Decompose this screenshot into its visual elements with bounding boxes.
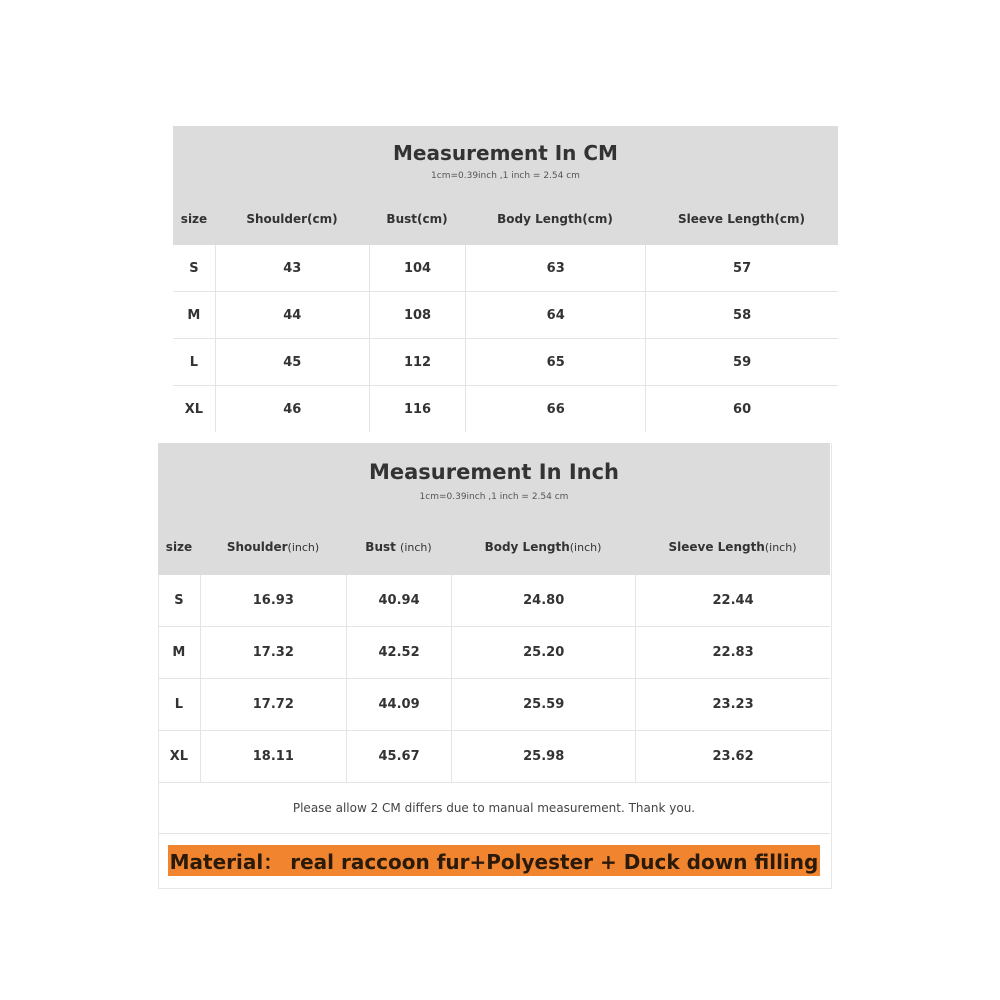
bust-cell: 108 — [370, 292, 466, 338]
table-row — [158, 679, 830, 731]
body-length-cell: 64 — [466, 292, 646, 338]
cm-measurement-table — [173, 126, 838, 432]
bust-cell: 44.09 — [347, 679, 452, 730]
column-header-label: Bust — [365, 540, 401, 554]
body-length-cell: 63 — [466, 245, 646, 291]
column-header-shoulder: Shoulder(cm) — [246, 212, 338, 226]
shoulder-cell: 44 — [216, 292, 370, 338]
bust-cell: 45.67 — [347, 731, 452, 782]
sleeve-length-cell: 57 — [733, 260, 752, 276]
shoulder-cell: 17.72 — [201, 679, 347, 730]
inch-table-subtitle: 1cm=0.39inch ,1 inch = 2.54 cm — [419, 492, 569, 502]
table-row — [173, 339, 838, 386]
shoulder-cell: 18.11 — [201, 731, 347, 782]
bust-cell: 40.94 — [347, 575, 452, 626]
cm-table-subtitle: 1cm=0.39inch ,1 inch = 2.54 cm — [431, 171, 580, 181]
column-header-sleeve-length: Sleeve Length(cm) — [678, 212, 805, 226]
column-header-size-label: size — [165, 540, 193, 554]
table-row — [158, 575, 830, 627]
material-text: Material： real raccoon fur+Polyester + Duck down filling — [168, 845, 821, 876]
material-banner — [158, 833, 830, 888]
table-row — [158, 731, 830, 783]
sleeve-length-cell: 22.44 — [712, 593, 754, 608]
shoulder-cell: 17.32 — [201, 627, 347, 678]
column-header-label: Shoulder — [226, 540, 288, 554]
inch-column-headers — [158, 540, 830, 554]
column-header-label: Body Length — [484, 540, 570, 554]
size-cell: S — [158, 575, 201, 626]
table-row — [158, 627, 830, 679]
size-cell: M — [173, 292, 216, 338]
bust-cell: 112 — [370, 339, 466, 385]
size-cell: M — [158, 627, 201, 678]
column-header-body-length: Body Length(cm) — [497, 212, 613, 226]
size-cell: XL — [158, 731, 201, 782]
table-row — [173, 245, 838, 292]
body-length-cell: 25.98 — [452, 731, 636, 782]
bust-cell: 42.52 — [347, 627, 452, 678]
shoulder-cell: 46 — [216, 386, 370, 432]
size-cell: XL — [173, 386, 216, 432]
column-header-sleeve-length — [635, 540, 830, 554]
body-length-cell: 25.20 — [452, 627, 636, 678]
inch-table-title: Measurement In Inch — [368, 460, 620, 484]
column-header-body-length — [451, 540, 635, 554]
body-length-cell: 66 — [466, 386, 646, 432]
body-length-cell: 24.80 — [452, 575, 636, 626]
column-header-size: size — [180, 212, 208, 226]
sleeve-length-cell: 23.23 — [712, 697, 754, 712]
table-row — [173, 386, 838, 432]
column-header-unit: (inch) — [764, 541, 797, 554]
body-length-cell: 25.59 — [452, 679, 636, 730]
cm-table-header — [173, 126, 838, 245]
sleeve-length-cell: 60 — [733, 401, 752, 417]
shoulder-cell: 45 — [216, 339, 370, 385]
bust-cell: 116 — [370, 386, 466, 432]
size-cell: L — [158, 679, 201, 730]
table-row — [173, 292, 838, 339]
measurement-note: Please allow 2 CM differs due to manual measurement. Thank you. — [158, 783, 830, 834]
shoulder-cell: 43 — [216, 245, 370, 291]
cm-column-headers — [173, 212, 838, 226]
cm-table-title: Measurement In CM — [393, 141, 618, 165]
sleeve-length-cell: 58 — [733, 307, 752, 323]
column-header-size — [158, 540, 200, 554]
sleeve-length-cell: 22.83 — [712, 645, 754, 660]
sleeve-length-cell: 23.62 — [712, 749, 754, 764]
size-cell: L — [173, 339, 216, 385]
size-cell: S — [173, 245, 216, 291]
shoulder-cell: 16.93 — [201, 575, 347, 626]
body-length-cell: 65 — [466, 339, 646, 385]
inch-measurement-table — [158, 443, 830, 783]
column-header-bust — [346, 540, 451, 554]
column-header-label: Sleeve Length — [668, 540, 765, 554]
sleeve-length-cell: 59 — [733, 354, 752, 370]
column-header-shoulder — [200, 540, 346, 554]
bust-cell: 104 — [370, 245, 466, 291]
column-header-unit: (inch) — [569, 541, 602, 554]
column-header-bust: Bust(cm) — [386, 212, 448, 226]
inch-table-header — [158, 443, 830, 575]
column-header-unit: (inch) — [287, 541, 320, 554]
column-header-unit: (inch) — [400, 541, 432, 554]
